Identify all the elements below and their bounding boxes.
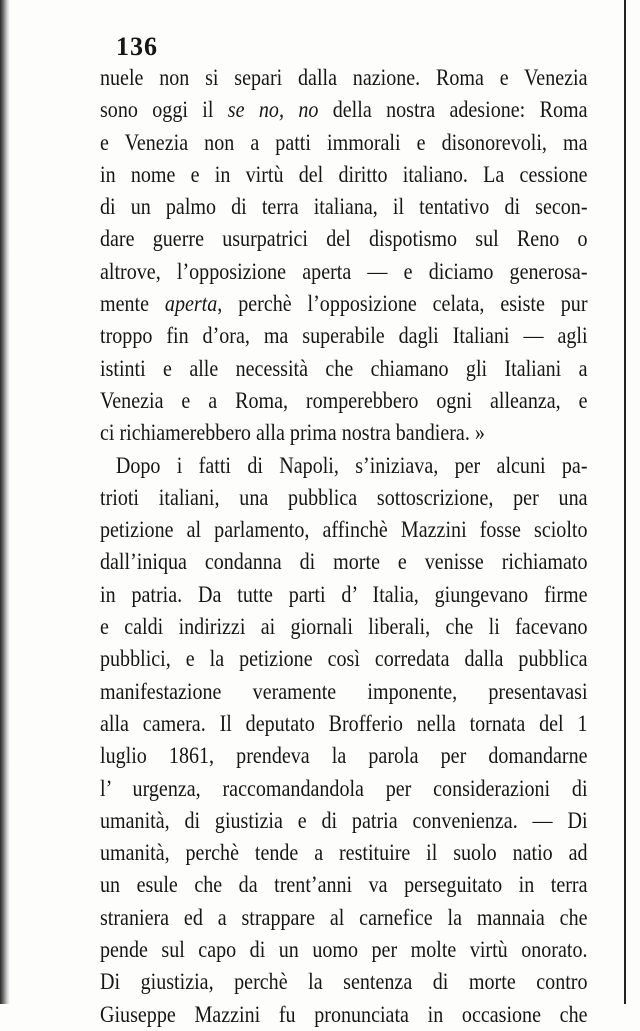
page-edge-rule (624, 0, 626, 1004)
text-line: Venezia e a Roma, romperebbero ogni alleanza, e (100, 387, 588, 413)
text-line: alla camera. Il deputato Brofferio nella tornata del 1 (100, 710, 588, 736)
text-line: in patria. Da tutte parti d’ Italia, giungevano firme (100, 581, 588, 607)
text-line: straniera ed a strappare al carnefice la mannaia che (100, 904, 588, 930)
text-line: di un palmo di terra italiana, il tentativo di secon- (100, 194, 588, 220)
text-line: Dopo i fatti di Napoli, s’iniziava, per alcuni pa- (115, 452, 588, 478)
text-line: umanità, di giustizia e di patria convenienza. — Di (100, 807, 588, 833)
text-line: ci richiamerebbero alla prima nostra bandiera. » (100, 420, 485, 446)
text-line: Giuseppe Mazzini fu pronunciata in occasione che (100, 1001, 588, 1027)
text-line: un esule che da trent’anni va perseguitato in terra (100, 872, 588, 898)
text-line: manifestazione veramente imponente, presentavasi (100, 678, 588, 704)
text-line: pubblici, e la petizione così corredata dalla pubblica (100, 646, 588, 672)
text-line: luglio 1861, prendeva la parola per domandarne (100, 743, 588, 769)
text-line: pende sul capo di un uomo per molte virtù onorato. (100, 937, 588, 963)
text-line: altrove, l’opposizione aperta — e diciamo generosa- (100, 258, 588, 284)
italic-phrase: se no, no (227, 97, 319, 123)
text-line: trioti italiani, una pubblica sottoscrizione, per una (100, 484, 588, 510)
text-line: dall’iniqua condanna di morte e venisse richiamato (100, 549, 588, 575)
text-line: l’ urgenza, raccomandandola per considerazioni di (100, 775, 588, 801)
text-line: petizione al parlamento, affinchè Mazzini fosse sciolto (100, 517, 588, 543)
text-line: troppo fin d’ora, ma superabile dagli Italiani — agli (100, 323, 588, 349)
text-line: e Venezia non a patti immorali e disonorevoli, ma (100, 129, 588, 155)
text-line: Di giustizia, perchè la sentenza di morte contro (100, 969, 588, 995)
text-line: istinti e alle necessità che chiamano gli Italiani a (100, 355, 588, 381)
text-line: e caldi indirizzi ai giornali liberali, che li facevano (100, 614, 588, 640)
text-line: nuele non si separi dalla nazione. Roma e Venezia (100, 65, 588, 90)
text-line: dare guerre usurpatrici del dispotismo sul Reno o (100, 226, 588, 252)
text-line: umanità, perchè tende a restituire il suolo natio ad (100, 840, 588, 866)
text-line: mente aperta, perchè l’opposizione celata, esiste pur (100, 291, 588, 317)
italic-phrase: aperta (164, 291, 218, 317)
text-line: sono oggi il se no, no della nostra adesione: Roma (100, 97, 588, 123)
page-number: 136 (116, 32, 158, 61)
body-text (100, 62, 588, 1031)
text-line: in nome e in virtù del diritto italiano. La cessione (100, 161, 588, 187)
page-spine-shadow (0, 0, 10, 1004)
